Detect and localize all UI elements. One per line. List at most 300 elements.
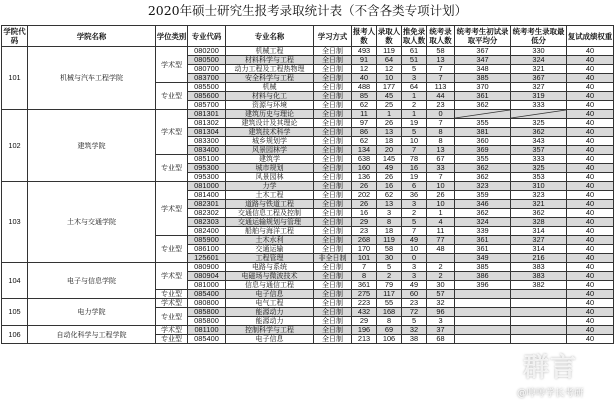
major-code-cell: 085600	[188, 92, 226, 101]
exempt-admitted-cell: 3	[402, 263, 427, 272]
exempt-admitted-cell: 7	[402, 146, 427, 155]
admitted-cell: 119	[377, 47, 402, 56]
college-code-cell: 104	[2, 263, 28, 299]
major-name-cell: 能源动力	[226, 308, 314, 317]
degree-type-cell: 学术型	[156, 326, 188, 335]
major-code-cell: 085900	[188, 236, 226, 245]
table-row	[2, 110, 614, 119]
applicants-cell: 26	[352, 182, 377, 191]
major-code-cell: 080904	[188, 272, 226, 281]
applicants-cell: 40	[352, 74, 377, 83]
applicants-cell: 97	[352, 119, 377, 128]
degree-type-cell: 专业型	[156, 155, 188, 182]
college-code-cell: 102	[2, 110, 28, 182]
major-code-cell: 082303	[188, 218, 226, 227]
study-mode-cell: 全日制	[314, 335, 352, 344]
average-score-cell: 362	[455, 209, 511, 218]
study-mode-cell: 全日制	[314, 137, 352, 146]
major-code-cell: 085500	[188, 83, 226, 92]
average-score-cell: 361	[455, 92, 511, 101]
exempt-admitted-cell: 19	[402, 173, 427, 182]
exempt-admitted-cell: 64	[402, 83, 427, 92]
major-name-cell: 道路与铁道工程	[226, 200, 314, 209]
exempt-admitted-cell: 0	[402, 254, 427, 263]
retest-weight-cell: 40	[567, 236, 614, 245]
college-name-cell: 土木与交通学院	[28, 182, 156, 263]
watermark	[517, 347, 609, 405]
header-average-score: 统考考生初试录取平均分	[455, 26, 511, 47]
exam-admitted-cell: 4	[427, 218, 455, 227]
applicants-cell: 12	[352, 65, 377, 74]
major-name-cell: 电子信息	[226, 290, 314, 299]
exempt-admitted-cell: 3	[402, 272, 427, 281]
average-score-cell: 347	[455, 56, 511, 65]
retest-weight-cell: 40	[567, 101, 614, 110]
admitted-cell: 18	[377, 227, 402, 236]
study-mode-cell: 全日制	[314, 317, 352, 326]
applicants-cell: 86	[352, 128, 377, 137]
applicants-cell: 136	[352, 173, 377, 182]
watermark-text: @哼哼学长考研	[517, 388, 584, 399]
retest-weight-cell: 40	[567, 65, 614, 74]
study-mode-cell: 全日制	[314, 191, 352, 200]
major-name-cell: 交通信息工程及控制	[226, 209, 314, 218]
minimum-score-cell: 321	[511, 65, 567, 74]
minimum-score-cell	[511, 317, 567, 326]
header-row	[2, 26, 614, 47]
major-code-cell: 082301	[188, 200, 226, 209]
minimum-score-cell	[511, 335, 567, 344]
retest-weight-cell: 40	[567, 128, 614, 137]
applicants-cell: 160	[352, 164, 377, 173]
study-mode-cell: 全日制	[314, 128, 352, 137]
applicants-cell: 16	[352, 209, 377, 218]
header-college-name: 学院名称	[28, 26, 156, 47]
exam-admitted-cell: 57	[427, 290, 455, 299]
minimum-score-cell: 314	[511, 245, 567, 254]
study-mode-cell: 全日制	[314, 146, 352, 155]
empty-diagonal-cell	[455, 110, 511, 119]
exam-admitted-cell: 48	[427, 245, 455, 254]
study-mode-cell: 全日制	[314, 200, 352, 209]
minimum-score-cell: 325	[511, 119, 567, 128]
major-name-cell: 土木水利	[226, 236, 314, 245]
header-retest-weight: 复试成绩权重	[567, 26, 614, 47]
exam-admitted-cell: 37	[427, 326, 455, 335]
applicants-cell: 134	[352, 146, 377, 155]
major-name-cell: 交通运输	[226, 245, 314, 254]
applicants-cell: 361	[352, 281, 377, 290]
major-name-cell: 交通运输规划与管理	[226, 218, 314, 227]
major-code-cell: 080500	[188, 56, 226, 65]
major-code-cell: 080900	[188, 263, 226, 272]
exam-admitted-cell: 10	[427, 200, 455, 209]
admitted-cell: 30	[377, 254, 402, 263]
major-name-cell: 机械	[226, 83, 314, 92]
exam-admitted-cell: 13	[427, 56, 455, 65]
minimum-score-cell: 314	[511, 227, 567, 236]
major-code-cell: 086100	[188, 245, 226, 254]
admitted-cell: 10	[377, 74, 402, 83]
admitted-cell: 168	[377, 308, 402, 317]
exempt-admitted-cell: 16	[402, 164, 427, 173]
study-mode-cell: 全日制	[314, 110, 352, 119]
average-score-cell: 369	[455, 146, 511, 155]
average-score-cell: 348	[455, 65, 511, 74]
applicants-cell: 493	[352, 47, 377, 56]
retest-weight-cell: 40	[567, 92, 614, 101]
applicants-cell: 196	[352, 326, 377, 335]
applicants-cell: 23	[352, 227, 377, 236]
average-score-cell	[455, 335, 511, 344]
exempt-admitted-cell: 49	[402, 236, 427, 245]
header-exam-admitted: 统考录取人数	[427, 26, 455, 47]
minimum-score-cell: 362	[511, 128, 567, 137]
average-score-cell: 396	[455, 281, 511, 290]
average-score-cell: 359	[455, 191, 511, 200]
table-row	[2, 299, 614, 308]
major-code-cell: 083400	[188, 146, 226, 155]
admitted-cell: 45	[377, 92, 402, 101]
major-code-cell: 081400	[188, 191, 226, 200]
average-score-cell: 362	[455, 164, 511, 173]
degree-type-cell: 学术型	[156, 110, 188, 155]
college-name-cell: 自动化科学与工程学院	[28, 326, 156, 344]
header-degree-type: 学位类别	[156, 26, 188, 47]
page-title: 2020年硕士研究生报考录取统计表（不含各类专项计划）	[147, 3, 468, 18]
retest-weight-cell: 40	[567, 182, 614, 191]
retest-weight-cell: 40	[567, 119, 614, 128]
minimum-score-cell: 216	[511, 254, 567, 263]
exam-admitted-cell: 30	[427, 281, 455, 290]
study-mode-cell: 全日制	[314, 83, 352, 92]
minimum-score-cell: 325	[511, 164, 567, 173]
major-name-cell: 资源与环境	[226, 101, 314, 110]
minimum-score-cell: 321	[511, 200, 567, 209]
admitted-cell: 119	[377, 236, 402, 245]
minimum-score-cell	[511, 290, 567, 299]
header-applicants: 报考人数	[352, 27, 376, 45]
average-score-cell: 385	[455, 74, 511, 83]
major-code-cell: 083700	[188, 74, 226, 83]
minimum-score-cell	[511, 326, 567, 335]
major-code-cell: 080200	[188, 47, 226, 56]
major-name-cell: 材料科学与工程	[226, 56, 314, 65]
admitted-cell: 117	[377, 290, 402, 299]
minimum-score-cell: 333	[511, 101, 567, 110]
average-score-cell	[455, 299, 511, 308]
average-score-cell: 355	[455, 155, 511, 164]
applicants-cell: 91	[352, 56, 377, 65]
applicants-cell: 7	[352, 263, 377, 272]
minimum-score-cell: 343	[511, 137, 567, 146]
table-row	[2, 182, 614, 191]
major-name-cell: 城乡规划学	[226, 137, 314, 146]
admitted-cell: 2	[377, 272, 402, 281]
retest-weight-cell: 40	[567, 191, 614, 200]
major-code-cell: 082400	[188, 227, 226, 236]
retest-weight-cell: 40	[567, 164, 614, 173]
exempt-admitted-cell: 3	[402, 200, 427, 209]
major-name-cell: 风景园林	[226, 173, 314, 182]
major-name-cell: 力学	[226, 182, 314, 191]
applicants-cell: 62	[352, 101, 377, 110]
minimum-score-cell: 319	[511, 92, 567, 101]
retest-weight-cell: 40	[567, 83, 614, 92]
major-code-cell: 085800	[188, 317, 226, 326]
applicants-cell: 202	[352, 191, 377, 200]
admitted-cell: 177	[377, 83, 402, 92]
exempt-admitted-cell: 5	[402, 317, 427, 326]
exam-admitted-cell	[427, 254, 455, 263]
degree-type-cell: 专业型	[156, 236, 188, 263]
average-score-cell: 386	[455, 272, 511, 281]
average-score-cell	[455, 317, 511, 326]
exam-admitted-cell: 2	[427, 272, 455, 281]
study-mode-cell: 全日制	[314, 326, 352, 335]
header-study-mode: 学习方式	[314, 26, 352, 47]
retest-weight-cell: 40	[567, 209, 614, 218]
average-score-cell	[455, 326, 511, 335]
applicants-cell: 488	[352, 83, 377, 92]
exempt-admitted-cell: 5	[402, 128, 427, 137]
college-code-cell: 101	[2, 47, 28, 110]
major-code-cell: 085800	[188, 308, 226, 317]
minimum-score-cell	[511, 308, 567, 317]
exam-admitted-cell: 3	[427, 317, 455, 326]
study-mode-cell: 全日制	[314, 245, 352, 254]
college-code-cell: 105	[2, 299, 28, 326]
retest-weight-cell: 40	[567, 263, 614, 272]
major-name-cell: 控制科学与工程	[226, 326, 314, 335]
college-code-cell: 106	[2, 326, 28, 344]
exam-admitted-cell: 113	[427, 83, 455, 92]
study-mode-cell: 全日制	[314, 227, 352, 236]
retest-weight-cell: 40	[567, 227, 614, 236]
retest-weight-cell: 40	[567, 56, 614, 65]
exempt-admitted-cell: 60	[402, 290, 427, 299]
admitted-cell: 62	[377, 191, 402, 200]
exam-admitted-cell: 11	[427, 227, 455, 236]
header-major-code: 专业代码	[188, 26, 226, 47]
study-mode-cell: 全日制	[314, 299, 352, 308]
applicants-cell: 101	[352, 254, 377, 263]
watermark-logo: 群言	[523, 353, 578, 383]
admission-statistics-table	[1, 25, 614, 344]
admitted-cell: 1	[377, 110, 402, 119]
exam-admitted-cell: 1	[427, 209, 455, 218]
exam-admitted-cell: 7	[427, 74, 455, 83]
applicants-cell: 29	[352, 317, 377, 326]
header-admitted: 录取人数	[377, 27, 401, 45]
major-name-cell: 电子信息	[226, 335, 314, 344]
major-code-cell: 081000	[188, 182, 226, 191]
study-mode-cell: 全日制	[314, 65, 352, 74]
exempt-admitted-cell: 38	[402, 335, 427, 344]
minimum-score-cell: 353	[511, 173, 567, 182]
major-code-cell: 095300	[188, 173, 226, 182]
admitted-cell: 8	[377, 317, 402, 326]
retest-weight-cell: 40	[567, 218, 614, 227]
exempt-admitted-cell: 3	[402, 74, 427, 83]
major-name-cell: 土木工程	[226, 191, 314, 200]
table-body	[2, 47, 614, 344]
retest-weight-cell: 40	[567, 281, 614, 290]
exam-admitted-cell: 33	[427, 164, 455, 173]
exempt-admitted-cell: 36	[402, 191, 427, 200]
admitted-cell: 8	[377, 218, 402, 227]
admitted-cell: 3	[377, 209, 402, 218]
header-college-code: 学院代码	[3, 27, 26, 45]
average-score-cell: 370	[455, 83, 511, 92]
exempt-admitted-cell: 78	[402, 155, 427, 164]
exempt-admitted-cell: 61	[402, 47, 427, 56]
study-mode-cell: 全日制	[314, 173, 352, 182]
study-mode-cell: 全日制	[314, 56, 352, 65]
exempt-admitted-cell: 5	[402, 218, 427, 227]
study-mode-cell: 全日制	[314, 308, 352, 317]
major-name-cell: 电气工程	[226, 299, 314, 308]
exam-admitted-cell: 13	[427, 146, 455, 155]
study-mode-cell: 全日制	[314, 74, 352, 83]
major-name-cell: 能源动力	[226, 317, 314, 326]
retest-weight-cell: 40	[567, 173, 614, 182]
retest-weight-cell: 40	[567, 245, 614, 254]
exam-admitted-cell: 0	[427, 110, 455, 119]
exempt-admitted-cell: 32	[402, 326, 427, 335]
exempt-admitted-cell: 6	[402, 182, 427, 191]
retest-weight-cell: 40	[567, 155, 614, 164]
major-code-cell: 080800	[188, 299, 226, 308]
exempt-admitted-cell: 19	[402, 119, 427, 128]
applicants-cell: 223	[352, 299, 377, 308]
applicants-cell: 170	[352, 245, 377, 254]
exam-admitted-cell: 2	[427, 263, 455, 272]
admitted-cell: 13	[377, 128, 402, 137]
table-row	[2, 263, 614, 272]
major-name-cell: 建筑设计及其理论	[226, 119, 314, 128]
minimum-score-cell: 330	[511, 47, 567, 56]
major-name-cell: 机械工程	[226, 47, 314, 56]
exam-admitted-cell: 7	[427, 65, 455, 74]
major-name-cell: 建筑技术科学	[226, 128, 314, 137]
minimum-score-cell: 324	[511, 56, 567, 65]
applicants-cell: 213	[352, 335, 377, 344]
empty-diagonal-cell	[511, 110, 567, 119]
major-name-cell: 船舶与海洋工程	[226, 227, 314, 236]
minimum-score-cell: 383	[511, 263, 567, 272]
study-mode-cell: 全日制	[314, 155, 352, 164]
study-mode-cell: 全日制	[314, 47, 352, 56]
major-code-cell: 085700	[188, 101, 226, 110]
college-name-cell: 电力学院	[28, 299, 156, 326]
admitted-cell: 79	[377, 281, 402, 290]
applicants-cell: 8	[352, 272, 377, 281]
admitted-cell: 13	[377, 200, 402, 209]
exam-admitted-cell: 77	[427, 236, 455, 245]
exempt-admitted-cell: 10	[402, 137, 427, 146]
average-score-cell: 360	[455, 137, 511, 146]
exam-admitted-cell: 67	[427, 155, 455, 164]
degree-type-cell: 专业型	[156, 83, 188, 110]
exam-admitted-cell: 58	[427, 47, 455, 56]
study-mode-cell: 全日制	[314, 263, 352, 272]
header-minimum-score: 统考考生录取最低分	[511, 26, 567, 47]
admitted-cell: 25	[377, 101, 402, 110]
exam-admitted-cell: 7	[427, 119, 455, 128]
admitted-cell: 5	[377, 263, 402, 272]
degree-type-cell: 专业型	[156, 308, 188, 326]
admitted-cell: 55	[377, 299, 402, 308]
applicants-cell: 432	[352, 308, 377, 317]
retest-weight-cell: 40	[567, 299, 614, 308]
college-name-cell: 机械与汽车工程学院	[28, 47, 156, 110]
major-name-cell: 材料与化工	[226, 92, 314, 101]
exempt-admitted-cell: 5	[402, 65, 427, 74]
major-name-cell: 动力工程及工程热物理	[226, 65, 314, 74]
major-code-cell: 083300	[188, 137, 226, 146]
average-score-cell: 323	[455, 182, 511, 191]
average-score-cell: 339	[455, 227, 511, 236]
admitted-cell: 49	[377, 164, 402, 173]
applicants-cell: 275	[352, 290, 377, 299]
retest-weight-cell: 40	[567, 200, 614, 209]
major-name-cell: 电路与系统	[226, 263, 314, 272]
average-score-cell: 385	[455, 263, 511, 272]
average-score-cell	[455, 290, 511, 299]
degree-type-cell: 学术型	[156, 47, 188, 83]
admitted-cell: 20	[377, 146, 402, 155]
admitted-cell: 58	[377, 245, 402, 254]
exempt-admitted-cell: 1	[402, 110, 427, 119]
major-code-cell: 081302	[188, 119, 226, 128]
exempt-admitted-cell: 2	[402, 209, 427, 218]
exempt-admitted-cell: 23	[402, 299, 427, 308]
major-name-cell: 电磁场与微波技术	[226, 272, 314, 281]
minimum-score-cell: 367	[511, 74, 567, 83]
study-mode-cell: 全日制	[314, 272, 352, 281]
major-code-cell: 085400	[188, 335, 226, 344]
average-score-cell	[455, 308, 511, 317]
major-name-cell: 建筑历史与理论	[226, 110, 314, 119]
retest-weight-cell: 40	[567, 47, 614, 56]
retest-weight-cell: 40	[567, 254, 614, 263]
major-code-cell: 081100	[188, 326, 226, 335]
study-mode-cell: 全日制	[314, 182, 352, 191]
major-code-cell: 082302	[188, 209, 226, 218]
average-score-cell: 381	[455, 128, 511, 137]
exam-admitted-cell: 23	[427, 101, 455, 110]
admitted-cell: 69	[377, 326, 402, 335]
exam-admitted-cell: 68	[427, 335, 455, 344]
header-exempt-admitted: 推免录取人数	[402, 27, 426, 45]
study-mode-cell: 全日制	[314, 290, 352, 299]
study-mode-cell: 全日制	[314, 101, 352, 110]
study-mode-cell: 非全日制	[314, 254, 352, 263]
minimum-score-cell: 328	[511, 218, 567, 227]
major-name-cell: 城市规划	[226, 164, 314, 173]
admitted-cell: 64	[377, 56, 402, 65]
retest-weight-cell: 40	[567, 308, 614, 317]
exempt-admitted-cell: 1	[402, 92, 427, 101]
exam-admitted-cell: 8	[427, 128, 455, 137]
study-mode-cell: 全日制	[314, 218, 352, 227]
retest-weight-cell: 40	[567, 290, 614, 299]
study-mode-cell: 全日制	[314, 236, 352, 245]
average-score-cell: 362	[455, 101, 511, 110]
exempt-admitted-cell: 51	[402, 56, 427, 65]
minimum-score-cell: 327	[511, 83, 567, 92]
